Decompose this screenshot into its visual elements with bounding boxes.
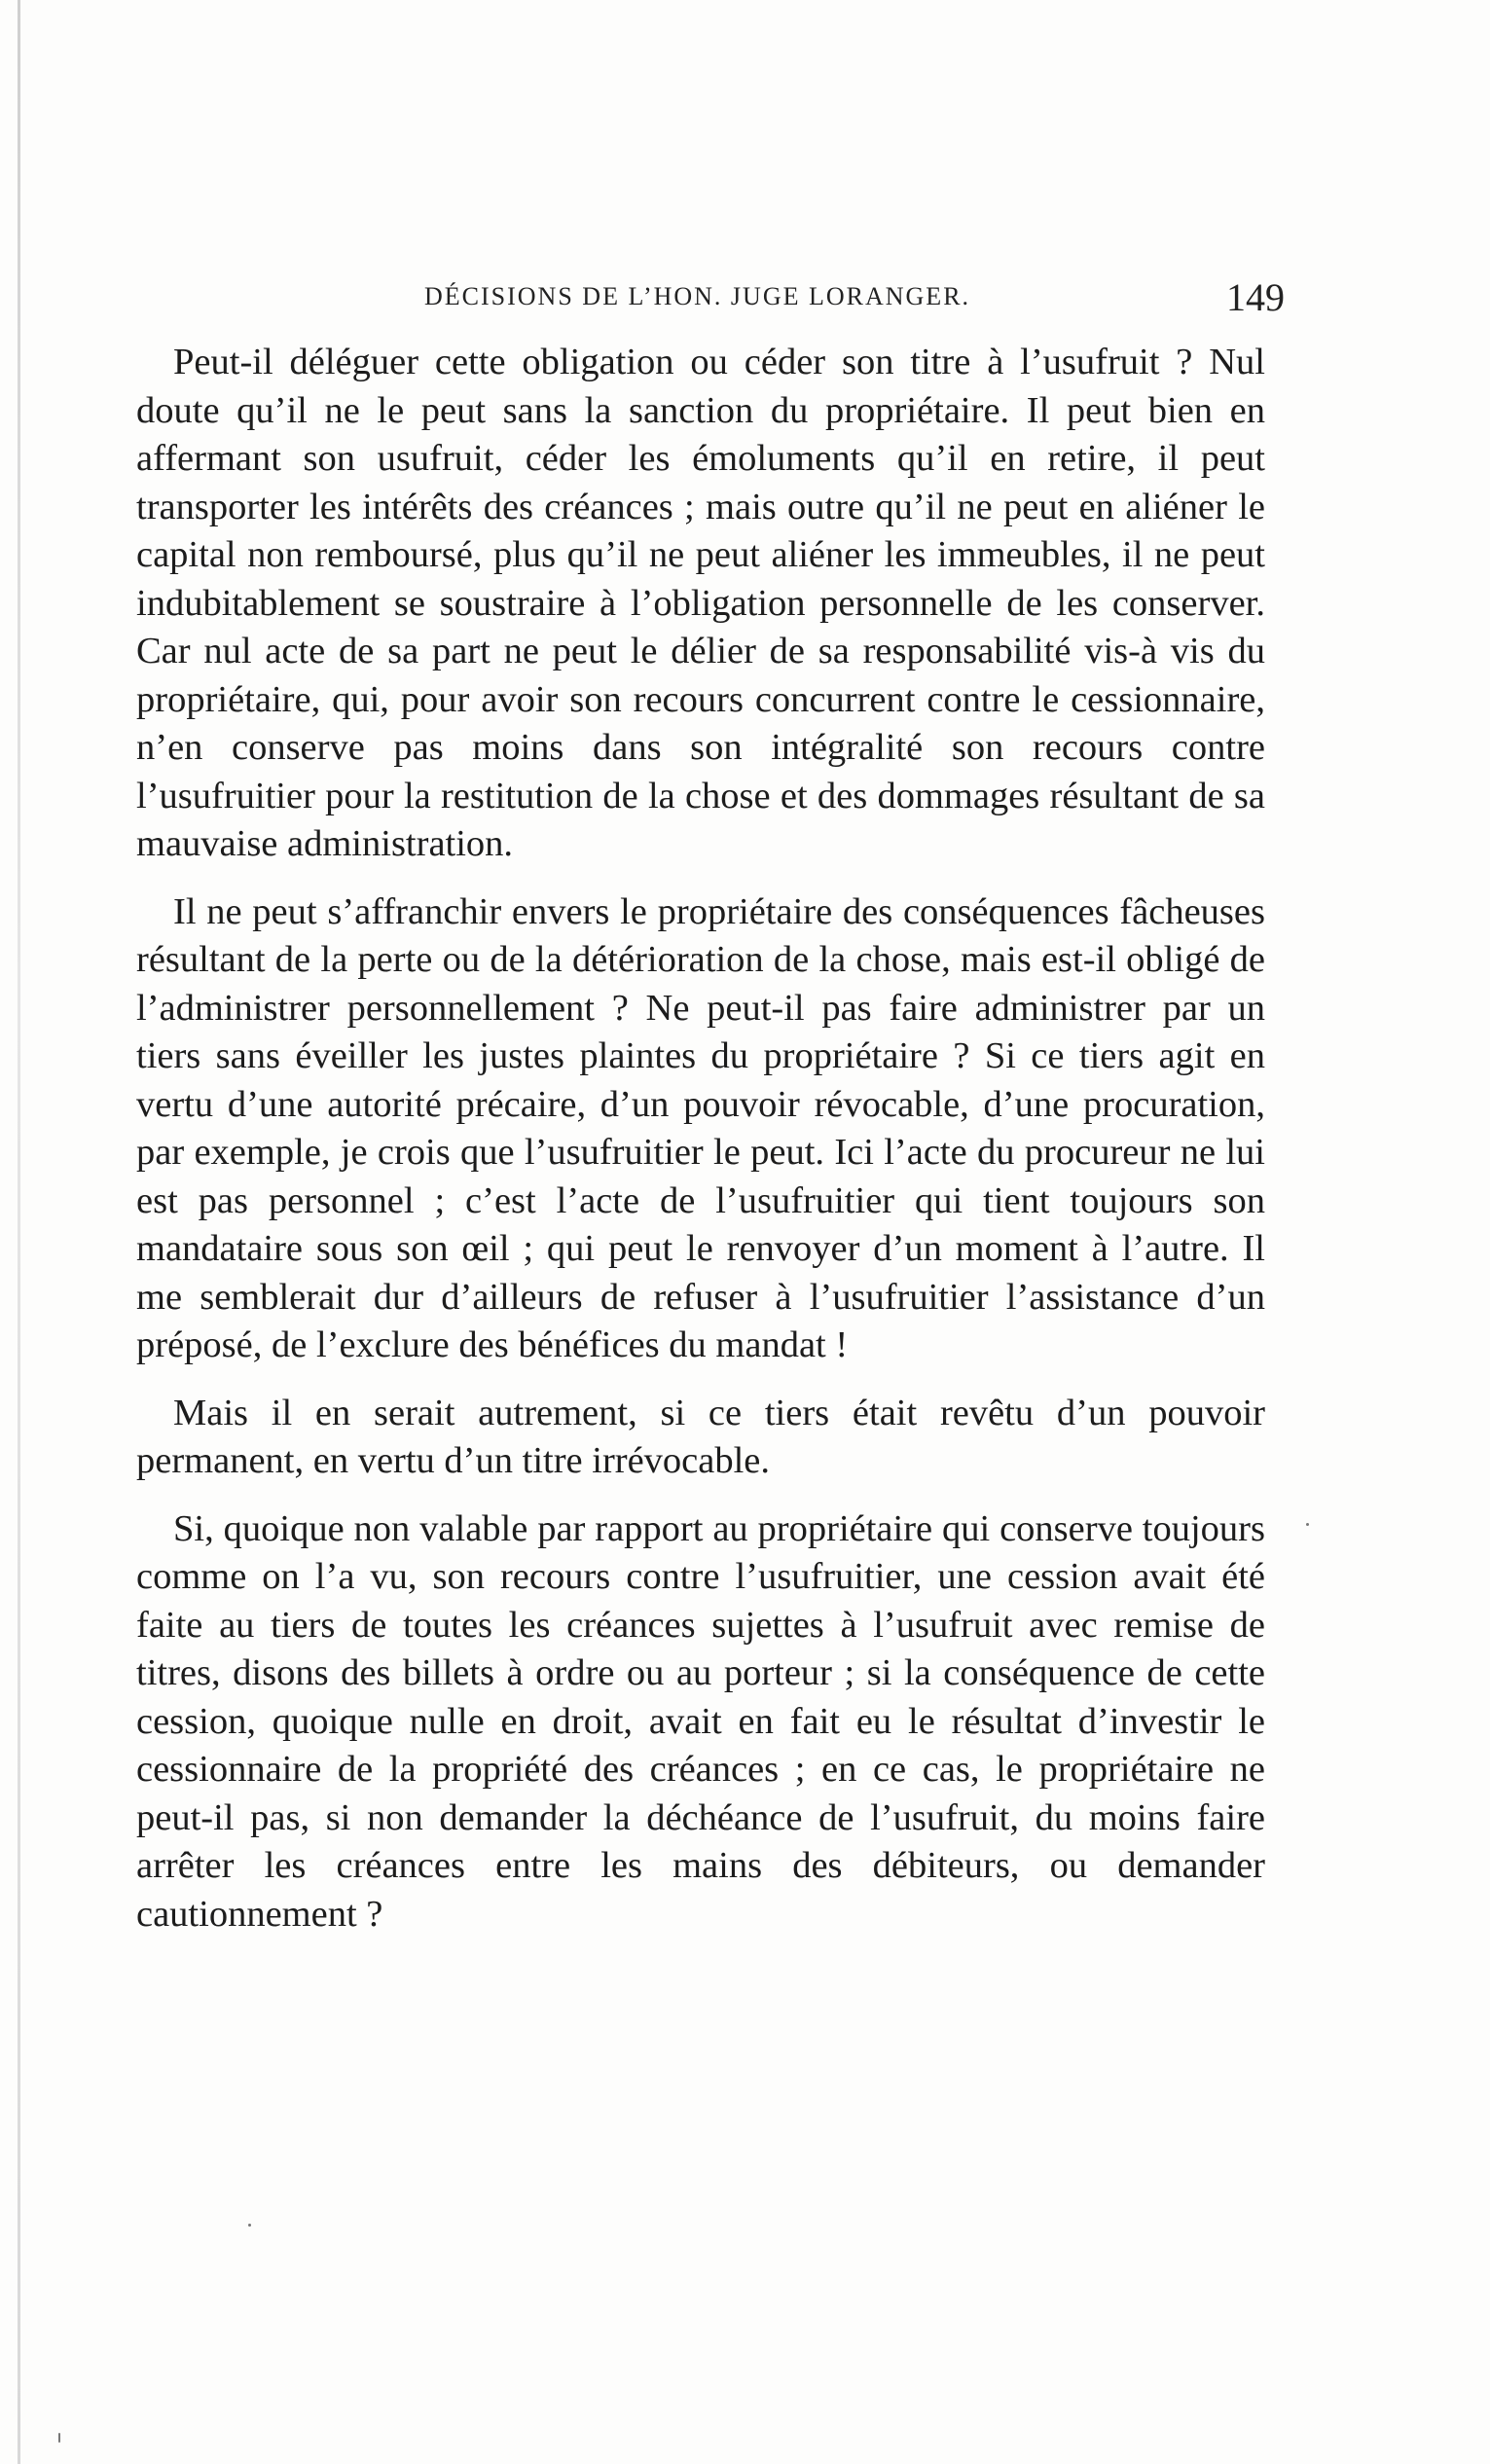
scan-speck [1306,1523,1309,1526]
paragraph: Il ne peut s’affranchir envers le propriétaire des conséquences fâcheuses résultant de la perte ou de la détérioration de la chose, mais est-il obligé de l’administrer personnellement ? Ne peut-il pas faire administrer par un tiers sans éveiller les justes plaintes du propriétaire ? Si ce tiers agit en vertu d’une autorité précaire, d’un pouvoir révocable, d’une procuration, par exemple, je crois que l’usufruitier le peut. Ici l’acte du procureur ne lui est pas personnel ; c’est l’acte de l’usufruitier qui tient toujours son mandataire sous son œil ; qui peut le renvoyer d’un moment à l’autre. Il me semblerait dur d’ailleurs de refuser à l’usufruitier l’assistance d’un préposé, de l’exclure des bénéfices du mandat ! [136,890,1265,1365]
paragraph: Peut-il déléguer cette obligation ou céder son titre à l’usufruit ? Nul doute qu’il ne le peut sans la sanction du propriétaire. Il peut bien en affermant son usufruit, céder les émoluments qu’il en retire, il peut transporter les intérêts des créances ; mais outre qu’il ne peut en aliéner le capital non remboursé, plus qu’il ne peut aliéner les immeubles, il ne peut indubitablement se soustraire à l’obligation personnelle de les conserver. Car nul acte de sa part ne peut le délier de sa responsabilité vis-à vis du propriétaire, qui, pour avoir son recours concurrent contre le cessionnaire, n’en conserve pas moins dans son intégralité son recours contre l’usufruitier pour la restitution de la chose et des dommages résultant de sa mauvaise administration. [136,342,1265,864]
body-text [136,339,1265,1958]
page-header [136,272,1285,321]
scan-speck [248,2224,251,2227]
scan-speck [58,2433,60,2443]
paragraph: Mais il en serait autrement, si ce tiers était revêtu d’un pouvoir permanent, en vertu d’un titre irrévocable. [136,1392,1265,1481]
page-binding-edge [18,0,20,2464]
page-number: 149 [1226,275,1285,319]
paragraph: Si, quoique non valable par rapport au propriétaire qui conserve toujours comme on l’a vu, son recours contre l’usufruitier, une cession avait été faite au tiers de toutes les créances sujettes à l’usufruit avec remise de titres, disons des billets à ordre ou au porteur ; si la conséquence de cette cession, quoique nulle en droit, avait en fait eu le résultat d’investir le cessionnaire de la propriété des créances ; en ce cas, le propriétaire ne peut-il pas, si non demander la déchéance de l’usufruit, du moins faire arrêter les créances entre les mains des débiteurs, ou demander cautionnement ? [136,1507,1265,1935]
running-head: DÉCISIONS DE L’HON. JUGE LORANGER. [424,282,971,310]
